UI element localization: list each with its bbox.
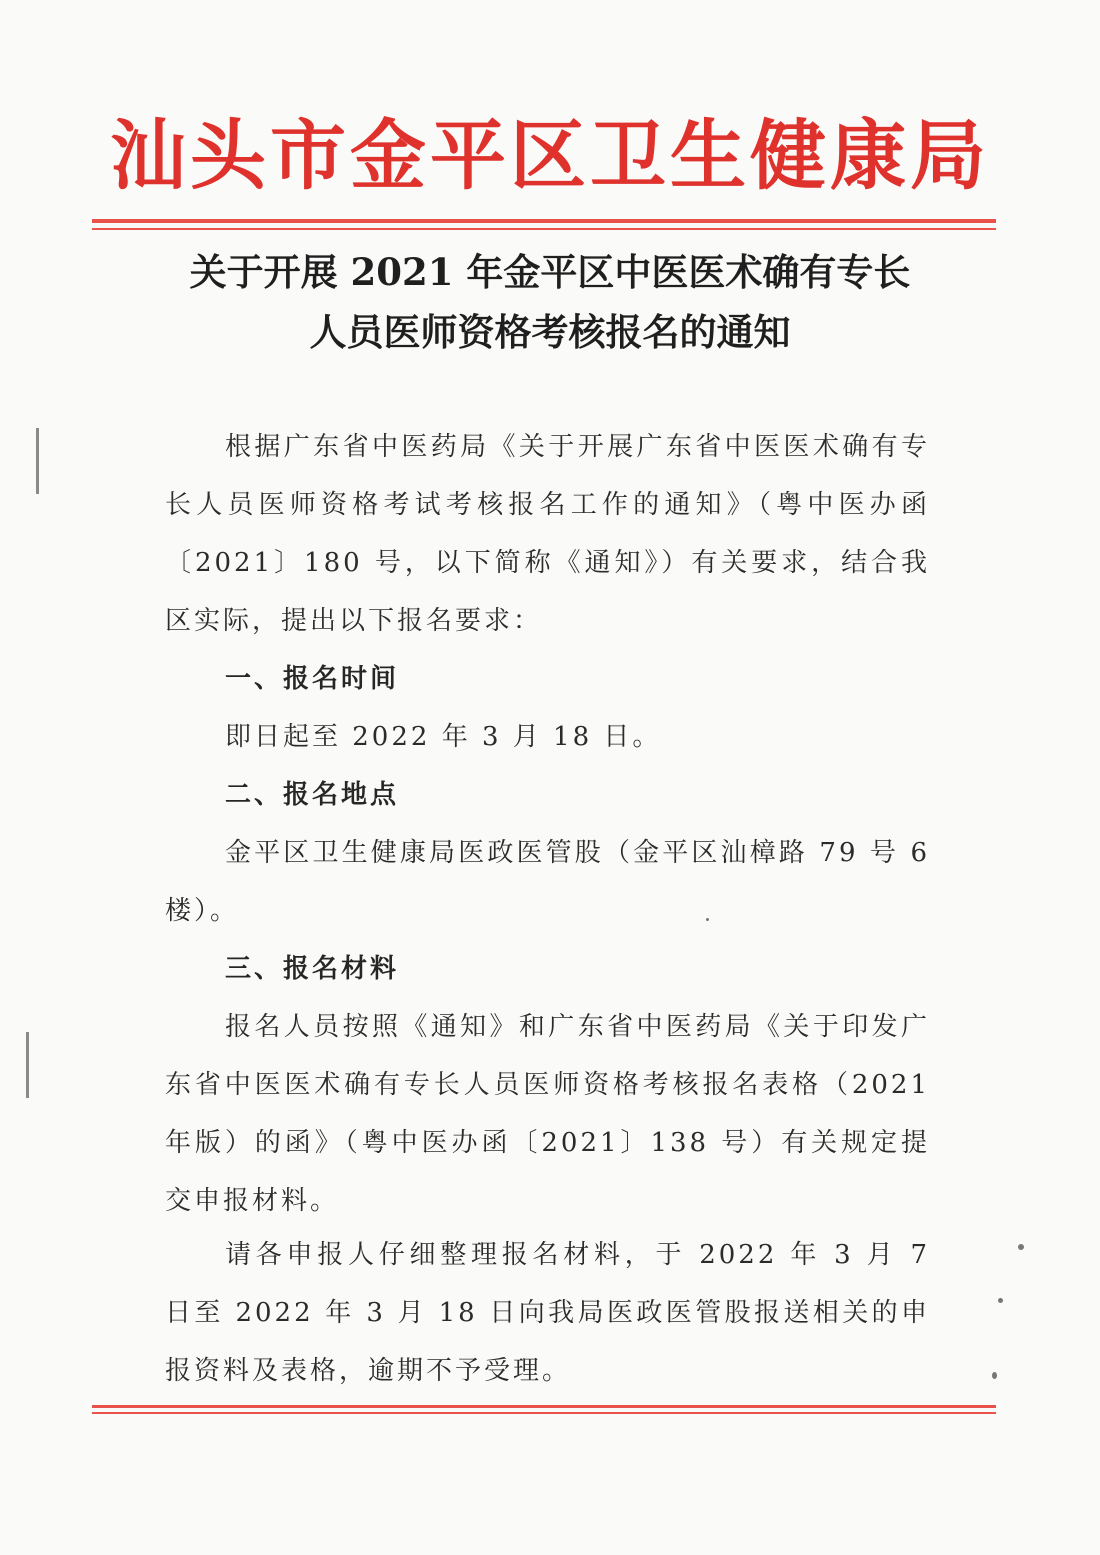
header-red-rule-thick [92, 219, 996, 223]
scan-speck [992, 1372, 997, 1379]
intro-paragraph: 根据广东省中医药局《关于开展广东省中医医术确有专长人员医师资格考试考核报名工作的通知》（粤中医办函〔2021〕180 号，以下简称《通知》）有关要求，结合我区实际，提出以下报名要求： [165, 432, 930, 636]
section-heading-location: 二、报名地点 [225, 780, 400, 810]
document-title-line-1: 关于开展 2021 年金平区中医医术确有专长 [189, 250, 911, 294]
organization-header: 汕头市金平区卫生健康局 [110, 111, 990, 200]
footer-red-rule-thin [92, 1412, 996, 1414]
scan-speck [998, 1298, 1003, 1303]
scan-margin-mark [36, 428, 39, 494]
section-heading-time: 一、报名时间 [225, 664, 400, 694]
scan-margin-mark [26, 1032, 29, 1098]
scan-speck [1018, 1244, 1024, 1250]
closing-paragraph: 请各申报人仔细整理报名材料，于 2022 年 3 月 7 日至 2022 年 3 月 18 日向我局医政医管股报送相关的申报资料及表格，逾期不予受理。 [165, 1240, 930, 1386]
header-red-rule-thin [92, 228, 996, 230]
section-heading-materials: 三、报名材料 [225, 954, 400, 984]
document-title-line-2: 人员医师资格考核报名的通知 [309, 310, 791, 354]
footer-red-rule-thick [92, 1405, 996, 1408]
section-text-location: 金平区卫生健康局医政医管股（金平区汕樟路 79 号 6 楼）。 [165, 838, 930, 926]
section-text-time: 即日起至 2022 年 3 月 18 日。 [225, 722, 662, 752]
scan-speck [706, 918, 709, 921]
section-text-materials: 报名人员按照《通知》和广东省中医药局《关于印发广东省中医医术确有专长人员医师资格考核报名表格（2021 年版）的函》（粤中医办函〔2021〕138 号）有关规定提交申报材料。 [165, 1012, 930, 1216]
